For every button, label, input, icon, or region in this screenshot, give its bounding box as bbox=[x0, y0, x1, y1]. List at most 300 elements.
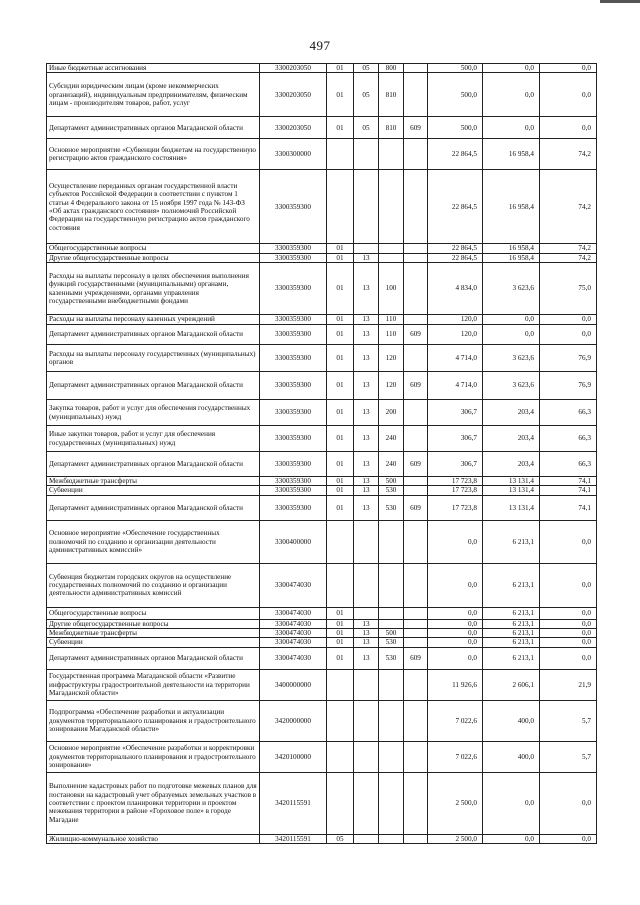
row-expense-type: 120 bbox=[379, 345, 404, 372]
row-executed-amount: 203,4 bbox=[483, 400, 540, 426]
row-section: 01 bbox=[327, 477, 354, 486]
row-execution-percent: 74,1 bbox=[540, 495, 597, 520]
row-department-code: 609 bbox=[404, 647, 428, 669]
table-row bbox=[47, 520, 597, 563]
row-name: Департамент административных органов Магаданской области bbox=[47, 117, 260, 139]
row-section: 01 bbox=[327, 486, 354, 495]
row-execution-percent: 21,9 bbox=[540, 669, 597, 700]
row-target-article: 3300400000 bbox=[260, 520, 327, 563]
row-section bbox=[327, 139, 354, 170]
row-name: Департамент административных органов Магаданской области bbox=[47, 325, 260, 345]
row-subsection: 13 bbox=[354, 629, 379, 638]
row-expense-type: 530 bbox=[379, 638, 404, 647]
row-expense-type: 240 bbox=[379, 426, 404, 452]
row-plan-amount: 0,0 bbox=[428, 647, 483, 669]
row-name: Субвенции bbox=[47, 638, 260, 647]
table-row bbox=[47, 486, 597, 495]
row-section: 01 bbox=[327, 73, 354, 117]
row-department-code bbox=[404, 426, 428, 452]
table-row bbox=[47, 263, 597, 315]
row-department-code bbox=[404, 629, 428, 638]
row-section: 01 bbox=[327, 495, 354, 520]
row-plan-amount: 2 500,0 bbox=[428, 834, 483, 843]
table-row bbox=[47, 426, 597, 452]
table-row bbox=[47, 629, 597, 638]
row-name: Основное мероприятие «Обеспечение разработки и корректировки документов территориального планирования и градостроительного зонирования» bbox=[47, 741, 260, 772]
row-plan-amount: 11 926,6 bbox=[428, 669, 483, 700]
row-department-code: 609 bbox=[404, 117, 428, 139]
row-execution-percent: 74,2 bbox=[540, 139, 597, 170]
table-row bbox=[47, 452, 597, 477]
row-subsection: 13 bbox=[354, 452, 379, 477]
row-department-code bbox=[404, 638, 428, 647]
row-expense-type: 500 bbox=[379, 477, 404, 486]
row-execution-percent: 74,2 bbox=[540, 244, 597, 253]
row-name: Департамент административных органов Магаданской области bbox=[47, 372, 260, 400]
table-row bbox=[47, 741, 597, 772]
row-department-code bbox=[404, 477, 428, 486]
row-subsection bbox=[354, 170, 379, 244]
row-execution-percent: 0,0 bbox=[540, 834, 597, 843]
row-executed-amount: 6 213,1 bbox=[483, 607, 540, 619]
row-expense-type: 110 bbox=[379, 325, 404, 345]
row-section bbox=[327, 669, 354, 700]
row-executed-amount: 6 213,1 bbox=[483, 619, 540, 628]
row-name: Другие общегосударственные вопросы bbox=[47, 619, 260, 628]
row-department-code bbox=[404, 400, 428, 426]
row-department-code bbox=[404, 563, 428, 607]
row-department-code: 609 bbox=[404, 495, 428, 520]
row-department-code bbox=[404, 486, 428, 495]
row-name: Иные закупки товаров, работ и услуг для обеспечения государственных (муниципальных) нужд bbox=[47, 426, 260, 452]
row-execution-percent: 0,0 bbox=[540, 638, 597, 647]
row-section: 01 bbox=[327, 253, 354, 262]
row-expense-type bbox=[379, 700, 404, 741]
row-execution-percent: 74,2 bbox=[540, 253, 597, 262]
row-execution-percent: 5,7 bbox=[540, 741, 597, 772]
row-expense-type: 240 bbox=[379, 452, 404, 477]
row-expense-type: 530 bbox=[379, 486, 404, 495]
row-target-article: 3300203050 bbox=[260, 117, 327, 139]
row-name: Расходы на выплаты персоналу государственных (муниципальных) органов bbox=[47, 345, 260, 372]
row-executed-amount: 6 213,1 bbox=[483, 520, 540, 563]
row-department-code bbox=[404, 772, 428, 834]
row-department-code bbox=[404, 253, 428, 262]
row-plan-amount: 17 723,8 bbox=[428, 495, 483, 520]
row-name: Субвенции bbox=[47, 486, 260, 495]
row-plan-amount: 306,7 bbox=[428, 426, 483, 452]
row-target-article: 3300300000 bbox=[260, 139, 327, 170]
row-execution-percent: 66,3 bbox=[540, 452, 597, 477]
row-name: Субсидии юридическим лицам (кроме некоммерческих организаций), индивидуальным предпринимателям, физическим лицам - производителям товаров, работ, услуг bbox=[47, 73, 260, 117]
row-target-article: 3300359300 bbox=[260, 253, 327, 262]
row-section: 01 bbox=[327, 244, 354, 253]
row-subsection bbox=[354, 700, 379, 741]
row-executed-amount: 0,0 bbox=[483, 117, 540, 139]
row-target-article: 3300359300 bbox=[260, 325, 327, 345]
row-target-article: 3300359300 bbox=[260, 244, 327, 253]
row-subsection: 13 bbox=[354, 325, 379, 345]
row-target-article: 3300359300 bbox=[260, 426, 327, 452]
row-department-code bbox=[404, 669, 428, 700]
row-subsection bbox=[354, 563, 379, 607]
row-name: Общегосударственные вопросы bbox=[47, 244, 260, 253]
row-target-article: 3300359300 bbox=[260, 486, 327, 495]
row-name: Департамент административных органов Магаданской области bbox=[47, 495, 260, 520]
row-subsection: 13 bbox=[354, 400, 379, 426]
row-name: Субвенция бюджетам городских округов на осуществление государственных полномочий по созданию и организации деятельности административных комиссий bbox=[47, 563, 260, 607]
row-executed-amount: 203,4 bbox=[483, 426, 540, 452]
row-department-code bbox=[404, 73, 428, 117]
row-target-article: 3300474030 bbox=[260, 619, 327, 628]
row-expense-type bbox=[379, 244, 404, 253]
row-executed-amount: 6 213,1 bbox=[483, 629, 540, 638]
row-target-article: 3300359300 bbox=[260, 372, 327, 400]
row-subsection bbox=[354, 669, 379, 700]
row-target-article: 3420100000 bbox=[260, 741, 327, 772]
row-department-code bbox=[404, 244, 428, 253]
row-expense-type: 110 bbox=[379, 315, 404, 325]
row-expense-type: 200 bbox=[379, 400, 404, 426]
row-expense-type: 810 bbox=[379, 73, 404, 117]
row-plan-amount: 306,7 bbox=[428, 400, 483, 426]
row-section: 01 bbox=[327, 647, 354, 669]
row-expense-type bbox=[379, 669, 404, 700]
row-section: 01 bbox=[327, 426, 354, 452]
row-name: Другие общегосударственные вопросы bbox=[47, 253, 260, 262]
row-section: 01 bbox=[327, 117, 354, 139]
row-plan-amount: 0,0 bbox=[428, 619, 483, 628]
row-section: 01 bbox=[327, 345, 354, 372]
scan-edge-mark bbox=[600, 0, 640, 3]
row-name: Осуществление переданных органам государственной власти субъектов Российской Федерации в соответствии с пунктом 1 статьи 4 Федерального закона от 15 ноября 1997 года № 143-ФЗ «Об актах гражданского состояния» полномочий Российской Федерации на государственную регистрацию актов гражданского состояния bbox=[47, 170, 260, 244]
row-subsection bbox=[354, 772, 379, 834]
row-executed-amount: 400,0 bbox=[483, 700, 540, 741]
row-execution-percent: 0,0 bbox=[540, 629, 597, 638]
row-executed-amount: 0,0 bbox=[483, 834, 540, 843]
row-name: Расходы на выплаты персоналу казенных учреждений bbox=[47, 315, 260, 325]
row-executed-amount: 0,0 bbox=[483, 315, 540, 325]
row-subsection: 13 bbox=[354, 647, 379, 669]
table-row bbox=[47, 647, 597, 669]
row-target-article: 3420115591 bbox=[260, 772, 327, 834]
row-execution-percent: 76,9 bbox=[540, 372, 597, 400]
row-section: 01 bbox=[327, 638, 354, 647]
row-department-code: 609 bbox=[404, 325, 428, 345]
row-execution-percent: 0,0 bbox=[540, 315, 597, 325]
row-execution-percent: 0,0 bbox=[540, 64, 597, 73]
row-executed-amount: 203,4 bbox=[483, 452, 540, 477]
row-plan-amount: 17 723,8 bbox=[428, 477, 483, 486]
row-subsection: 13 bbox=[354, 253, 379, 262]
table-row bbox=[47, 139, 597, 170]
row-executed-amount: 400,0 bbox=[483, 741, 540, 772]
row-subsection: 13 bbox=[354, 486, 379, 495]
row-target-article: 3400000000 bbox=[260, 669, 327, 700]
row-plan-amount: 22 864,5 bbox=[428, 253, 483, 262]
row-target-article: 3300359300 bbox=[260, 452, 327, 477]
row-plan-amount: 4 714,0 bbox=[428, 345, 483, 372]
row-plan-amount: 0,0 bbox=[428, 638, 483, 647]
row-target-article: 3300359300 bbox=[260, 477, 327, 486]
row-expense-type bbox=[379, 563, 404, 607]
row-expense-type: 810 bbox=[379, 117, 404, 139]
row-subsection: 13 bbox=[354, 426, 379, 452]
row-execution-percent: 0,0 bbox=[540, 772, 597, 834]
row-expense-type bbox=[379, 619, 404, 628]
row-name: Межбюджетные трансферты bbox=[47, 629, 260, 638]
row-subsection: 13 bbox=[354, 315, 379, 325]
table-row bbox=[47, 325, 597, 345]
row-execution-percent: 74,2 bbox=[540, 170, 597, 244]
row-department-code bbox=[404, 139, 428, 170]
row-department-code bbox=[404, 315, 428, 325]
row-department-code bbox=[404, 607, 428, 619]
table-row bbox=[47, 64, 597, 73]
row-section bbox=[327, 772, 354, 834]
row-executed-amount: 0,0 bbox=[483, 73, 540, 117]
row-department-code: 609 bbox=[404, 452, 428, 477]
row-target-article: 3300474030 bbox=[260, 638, 327, 647]
row-department-code bbox=[404, 834, 428, 843]
row-execution-percent: 0,0 bbox=[540, 520, 597, 563]
row-plan-amount: 4 714,0 bbox=[428, 372, 483, 400]
row-subsection: 05 bbox=[354, 64, 379, 73]
row-plan-amount: 22 864,5 bbox=[428, 244, 483, 253]
row-plan-amount: 4 834,0 bbox=[428, 263, 483, 315]
row-target-article: 3300359300 bbox=[260, 263, 327, 315]
row-target-article: 3300359300 bbox=[260, 345, 327, 372]
row-subsection bbox=[354, 520, 379, 563]
row-subsection bbox=[354, 244, 379, 253]
row-execution-percent: 76,9 bbox=[540, 345, 597, 372]
row-name: Расходы на выплаты персоналу в целях обеспечения выполнения функций государственными (муниципальными) органами, казенными учреждениями, органами управления государственными внебюджетными фондами bbox=[47, 263, 260, 315]
table-row bbox=[47, 345, 597, 372]
row-department-code bbox=[404, 64, 428, 73]
row-plan-amount: 500,0 bbox=[428, 64, 483, 73]
row-department-code bbox=[404, 619, 428, 628]
row-executed-amount: 13 131,4 bbox=[483, 495, 540, 520]
row-section: 01 bbox=[327, 315, 354, 325]
row-subsection bbox=[354, 741, 379, 772]
row-subsection bbox=[354, 139, 379, 170]
row-plan-amount: 7 022,6 bbox=[428, 700, 483, 741]
row-name: Межбюджетные трансферты bbox=[47, 477, 260, 486]
row-target-article: 3420000000 bbox=[260, 700, 327, 741]
row-subsection: 13 bbox=[354, 495, 379, 520]
row-execution-percent: 74,1 bbox=[540, 477, 597, 486]
row-plan-amount: 2 500,0 bbox=[428, 772, 483, 834]
row-executed-amount: 16 958,4 bbox=[483, 253, 540, 262]
page-number: 497 bbox=[309, 38, 331, 53]
table-row bbox=[47, 495, 597, 520]
row-plan-amount: 0,0 bbox=[428, 629, 483, 638]
table-row bbox=[47, 372, 597, 400]
table-row bbox=[47, 669, 597, 700]
row-expense-type bbox=[379, 834, 404, 843]
row-section: 01 bbox=[327, 629, 354, 638]
row-plan-amount: 500,0 bbox=[428, 73, 483, 117]
row-plan-amount: 0,0 bbox=[428, 520, 483, 563]
row-execution-percent: 0,0 bbox=[540, 647, 597, 669]
row-expense-type: 500 bbox=[379, 629, 404, 638]
row-executed-amount: 0,0 bbox=[483, 64, 540, 73]
row-department-code bbox=[404, 170, 428, 244]
row-executed-amount: 13 131,4 bbox=[483, 486, 540, 495]
row-target-article: 3300359300 bbox=[260, 495, 327, 520]
row-department-code bbox=[404, 741, 428, 772]
row-department-code bbox=[404, 700, 428, 741]
row-section bbox=[327, 741, 354, 772]
table-row bbox=[47, 700, 597, 741]
row-name: Основное мероприятие «Обеспечение государственных полномочий по созданию и организации деятельности административных комиссий» bbox=[47, 520, 260, 563]
row-expense-type bbox=[379, 741, 404, 772]
row-execution-percent: 0,0 bbox=[540, 73, 597, 117]
row-target-article: 3420115591 bbox=[260, 834, 327, 843]
row-executed-amount: 16 958,4 bbox=[483, 170, 540, 244]
row-executed-amount: 2 606,1 bbox=[483, 669, 540, 700]
row-executed-amount: 16 958,4 bbox=[483, 244, 540, 253]
row-execution-percent: 74,1 bbox=[540, 486, 597, 495]
row-subsection: 05 bbox=[354, 73, 379, 117]
row-target-article: 3300203050 bbox=[260, 73, 327, 117]
row-target-article: 3300359300 bbox=[260, 315, 327, 325]
row-subsection: 13 bbox=[354, 263, 379, 315]
row-execution-percent: 0,0 bbox=[540, 607, 597, 619]
table-row bbox=[47, 244, 597, 253]
row-execution-percent: 66,3 bbox=[540, 426, 597, 452]
row-section bbox=[327, 563, 354, 607]
row-name: Закупка товаров, работ и услуг для обеспечения государственных (муниципальных) нужд bbox=[47, 400, 260, 426]
row-department-code bbox=[404, 520, 428, 563]
table-row bbox=[47, 400, 597, 426]
row-section: 01 bbox=[327, 372, 354, 400]
table-row bbox=[47, 607, 597, 619]
row-execution-percent: 66,3 bbox=[540, 400, 597, 426]
row-subsection bbox=[354, 607, 379, 619]
row-target-article: 3300359300 bbox=[260, 400, 327, 426]
row-expense-type bbox=[379, 139, 404, 170]
row-expense-type: 800 bbox=[379, 64, 404, 73]
row-expense-type bbox=[379, 170, 404, 244]
row-expense-type: 530 bbox=[379, 647, 404, 669]
row-execution-percent: 0,0 bbox=[540, 563, 597, 607]
row-section: 01 bbox=[327, 452, 354, 477]
row-target-article: 3300474030 bbox=[260, 629, 327, 638]
row-expense-type: 100 bbox=[379, 263, 404, 315]
row-plan-amount: 0,0 bbox=[428, 563, 483, 607]
row-section: 01 bbox=[327, 607, 354, 619]
row-expense-type bbox=[379, 253, 404, 262]
row-plan-amount: 120,0 bbox=[428, 325, 483, 345]
row-subsection: 13 bbox=[354, 372, 379, 400]
row-expense-type bbox=[379, 772, 404, 834]
table-row bbox=[47, 477, 597, 486]
table-row bbox=[47, 619, 597, 628]
row-subsection: 13 bbox=[354, 477, 379, 486]
table-row bbox=[47, 834, 597, 843]
row-executed-amount: 3 623,6 bbox=[483, 263, 540, 315]
row-department-code: 609 bbox=[404, 372, 428, 400]
row-section: 01 bbox=[327, 619, 354, 628]
row-execution-percent: 0,0 bbox=[540, 619, 597, 628]
row-name: Жилищно-коммунальное хозяйство bbox=[47, 834, 260, 843]
table-row bbox=[47, 563, 597, 607]
row-target-article: 3300203050 bbox=[260, 64, 327, 73]
row-section: 01 bbox=[327, 400, 354, 426]
budget-execution-table bbox=[46, 63, 597, 844]
table-row bbox=[47, 253, 597, 262]
table-row bbox=[47, 772, 597, 834]
row-target-article: 3300474030 bbox=[260, 607, 327, 619]
table-row bbox=[47, 315, 597, 325]
row-plan-amount: 7 022,6 bbox=[428, 741, 483, 772]
row-plan-amount: 17 723,8 bbox=[428, 486, 483, 495]
table-row bbox=[47, 638, 597, 647]
row-subsection: 13 bbox=[354, 345, 379, 372]
row-section: 01 bbox=[327, 263, 354, 315]
row-executed-amount: 0,0 bbox=[483, 325, 540, 345]
row-subsection bbox=[354, 834, 379, 843]
row-name: Подпрограмма «Обеспечение разработки и актуализации документов территориального планирования и градостроительного зонирования Магаданской области» bbox=[47, 700, 260, 741]
row-section: 05 bbox=[327, 834, 354, 843]
row-executed-amount: 3 623,6 bbox=[483, 345, 540, 372]
row-subsection: 13 bbox=[354, 638, 379, 647]
table-body bbox=[47, 64, 597, 844]
row-subsection: 13 bbox=[354, 619, 379, 628]
row-plan-amount: 500,0 bbox=[428, 117, 483, 139]
row-plan-amount: 0,0 bbox=[428, 607, 483, 619]
row-name: Иные бюджетные ассигнования bbox=[47, 64, 260, 73]
row-subsection: 05 bbox=[354, 117, 379, 139]
row-expense-type bbox=[379, 520, 404, 563]
row-section bbox=[327, 520, 354, 563]
row-expense-type bbox=[379, 607, 404, 619]
row-name: Государственная программа Магаданской области «Развитие инфраструктуры градостроительной деятельности на территории Магаданской области» bbox=[47, 669, 260, 700]
row-section: 01 bbox=[327, 325, 354, 345]
row-plan-amount: 306,7 bbox=[428, 452, 483, 477]
row-execution-percent: 0,0 bbox=[540, 325, 597, 345]
row-expense-type: 530 bbox=[379, 495, 404, 520]
row-department-code bbox=[404, 263, 428, 315]
row-executed-amount: 6 213,1 bbox=[483, 647, 540, 669]
row-plan-amount: 120,0 bbox=[428, 315, 483, 325]
row-name: Департамент административных органов Магаданской области bbox=[47, 647, 260, 669]
row-expense-type: 120 bbox=[379, 372, 404, 400]
row-target-article: 3300474030 bbox=[260, 563, 327, 607]
row-target-article: 3300474030 bbox=[260, 647, 327, 669]
row-section bbox=[327, 700, 354, 741]
row-executed-amount: 6 213,1 bbox=[483, 638, 540, 647]
table-row bbox=[47, 117, 597, 139]
row-name: Выполнение кадастровых работ по подготовке межевых планов для постановки на кадастровый учет образуемых земельных участков в соответствии с проектом планировки территории и проектом межевания территории в районе «Гороховое поле» в городе Магадане bbox=[47, 772, 260, 834]
row-name: Общегосударственные вопросы bbox=[47, 607, 260, 619]
row-executed-amount: 0,0 bbox=[483, 772, 540, 834]
table-row bbox=[47, 73, 597, 117]
row-execution-percent: 75,0 bbox=[540, 263, 597, 315]
row-name: Департамент административных органов Магаданской области bbox=[47, 452, 260, 477]
row-plan-amount: 22 864,5 bbox=[428, 170, 483, 244]
row-execution-percent: 5,7 bbox=[540, 700, 597, 741]
row-section: 01 bbox=[327, 64, 354, 73]
row-executed-amount: 13 131,4 bbox=[483, 477, 540, 486]
row-executed-amount: 3 623,6 bbox=[483, 372, 540, 400]
row-target-article: 3300359300 bbox=[260, 170, 327, 244]
row-plan-amount: 22 864,5 bbox=[428, 139, 483, 170]
row-executed-amount: 6 213,1 bbox=[483, 563, 540, 607]
row-executed-amount: 16 958,4 bbox=[483, 139, 540, 170]
table-row bbox=[47, 170, 597, 244]
